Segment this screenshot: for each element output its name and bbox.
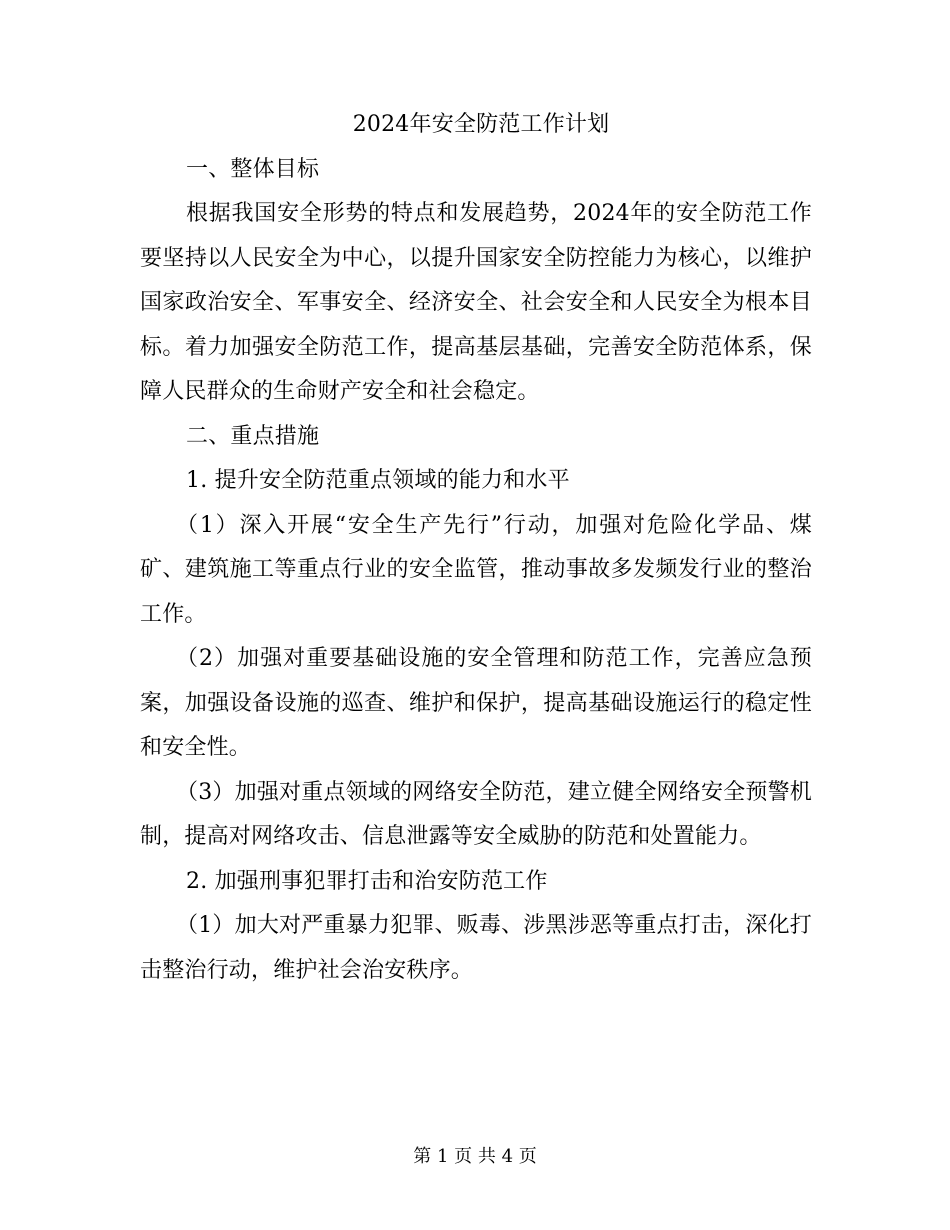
document-title: 2024年安全防范工作计划: [352, 112, 610, 137]
list-item-1-3: （3）加强对重点领域的网络安全防范，建立健全网络安全预警机制，提高对网络攻击、信息泄露等安全威胁的防范和处置能力。: [140, 779, 812, 849]
subheading-measure-2: 2. 加强刑事犯罪打击和治安防范工作: [186, 868, 548, 894]
page-footer: 第 1 页 共 4 页: [413, 1146, 537, 1167]
section-heading-goals: 一、整体目标: [186, 156, 320, 182]
list-item-1-2: （2）加强对重要基础设施的安全管理和防范工作，完善应急预案，加强设备设施的巡查、维护和保护，提高基础设施运行的稳定性和安全性。: [140, 646, 812, 760]
paragraph-goals: 根据我国安全形势的特点和发展趋势，2024年的安全防范工作要坚持以人民安全为中心，以提升国家安全防控能力为核心，以维护国家政治安全、军事安全、经济安全、社会安全和人民安全为根本目标。着力加强安全防范工作，提高基层基础，完善安全防范体系，保障人民群众的生命财产安全和社会稳定。: [140, 201, 812, 404]
document-body: [140, 103, 812, 993]
list-item-2-1: （1）加大对严重暴力犯罪、贩毒、涉黑涉恶等重点打击，深化打击整治行动，维护社会治安秩序。: [140, 913, 812, 983]
list-item-1-1: （1）深入开展“安全生产先行”行动，加强对危险化学品、煤矿、建筑施工等重点行业的安全监管，推动事故多发频发行业的整治工作。: [140, 512, 812, 627]
subheading-measure-1: 1. 提升安全防范重点领域的能力和水平: [186, 468, 570, 493]
section-heading-measures: 二、重点措施: [186, 423, 320, 449]
